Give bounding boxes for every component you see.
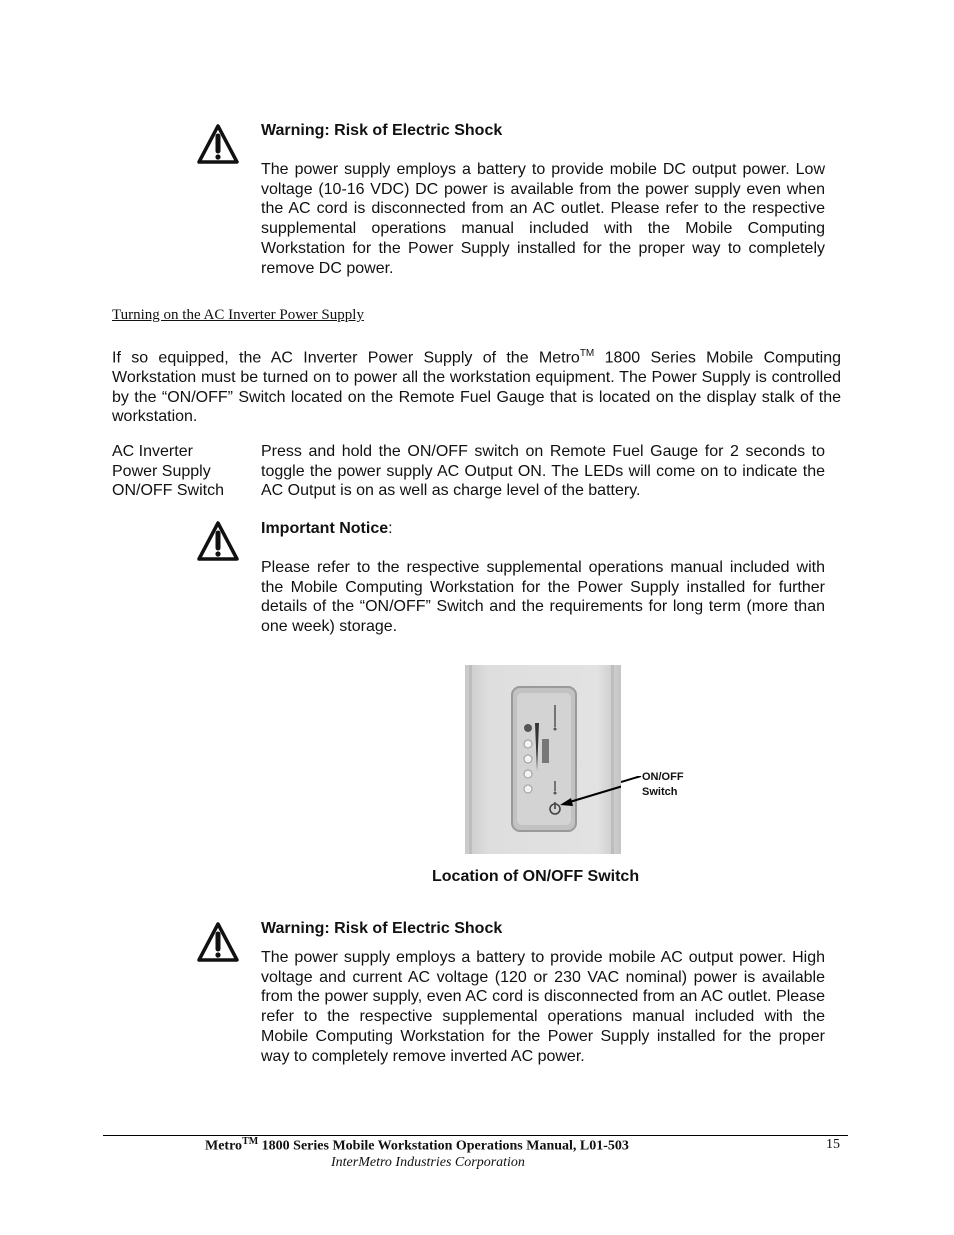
footer-company: InterMetro Industries Corporation — [331, 1155, 525, 1170]
notice-title: Important Notice — [261, 520, 389, 537]
figure-caption: Location of ON/OFF Switch — [432, 868, 640, 885]
footer-title — [205, 1136, 629, 1155]
switch-callout — [642, 770, 684, 800]
warning-triangle-icon — [196, 520, 240, 562]
footer-title-rest: 1800 Series Mobile Workstation Operations Manual, L01-503 — [258, 1138, 629, 1154]
callout-line: ON/OFF — [642, 771, 684, 783]
trademark-mark: TM — [579, 348, 595, 359]
callout-arrow-line — [621, 776, 643, 796]
warning-triangle-icon — [196, 921, 240, 963]
callout-line: Switch — [642, 786, 678, 798]
warning-body: The power supply employs a battery to provide mobile DC output power. Low voltage (10-16 VDC) DC power is available from the power supply even when the AC cord is disconnected from an AC outlet. Please refer to the respective supplemental operations manual included with the Mobile Computing Workstation for the Power Supply installed for the proper way to completely remove DC power. — [261, 161, 825, 277]
switch-label-line: Power Supply — [112, 462, 211, 480]
notice-heading — [261, 520, 393, 538]
intro-paragraph — [112, 344, 841, 427]
page-number: 15 — [826, 1137, 840, 1152]
switch-label-line: ON/OFF Switch — [112, 482, 225, 500]
notice-body: Please refer to the respective supplemental operations manual included with the Mobile Computing Workstation for the Power Supply installed for further details of the “ON/OFF” Switch and the requirements for long term (more than one week) storage. — [261, 559, 825, 636]
section-heading: Turning on the AC Inverter Power Supply — [112, 307, 364, 323]
footer-trademark: TM — [242, 1136, 259, 1147]
switch-label-line: AC Inverter — [112, 443, 193, 460]
footer-brand: Metro — [205, 1138, 243, 1154]
warning-title: Warning: Risk of Electric Shock — [261, 920, 503, 937]
intro-text-end: 1800 Series Mobile Computing Workstation must be turned on to power all the workstation equipment. The Power Supply is controlled by the “ON/OFF” Switch located on the Remote Fuel Gauge that is located on the display stalk of the workstation. — [112, 349, 841, 426]
warning-title: Warning: Risk of Electric Shock — [261, 122, 503, 139]
notice-colon: : — [388, 520, 393, 537]
fuel-gauge-photo — [465, 665, 621, 854]
switch-label — [112, 442, 224, 501]
switch-description: Press and hold the ON/OFF switch on Remote Fuel Gauge for 2 seconds to toggle the power supply AC Output ON. The LEDs will come on to indicate the AC Output is on as well as charge level of the battery. — [261, 443, 825, 500]
warning-body: The power supply employs a battery to provide mobile AC output power. High voltage and current AC voltage (120 or 230 VAC nominal) power is available from the power supply, even AC cord is disconnected from an AC outlet. Please refer to the respective supplemental operations manual included with the Mobile Computing Workstation for the Power Supply installed for the proper way to completely remove inverted AC power. — [261, 949, 825, 1065]
warning-triangle-icon — [196, 123, 240, 165]
fuel-gauge-illustration — [465, 665, 621, 854]
intro-text-start: If so equipped, the AC Inverter Power Supply of the Metro — [112, 349, 580, 367]
